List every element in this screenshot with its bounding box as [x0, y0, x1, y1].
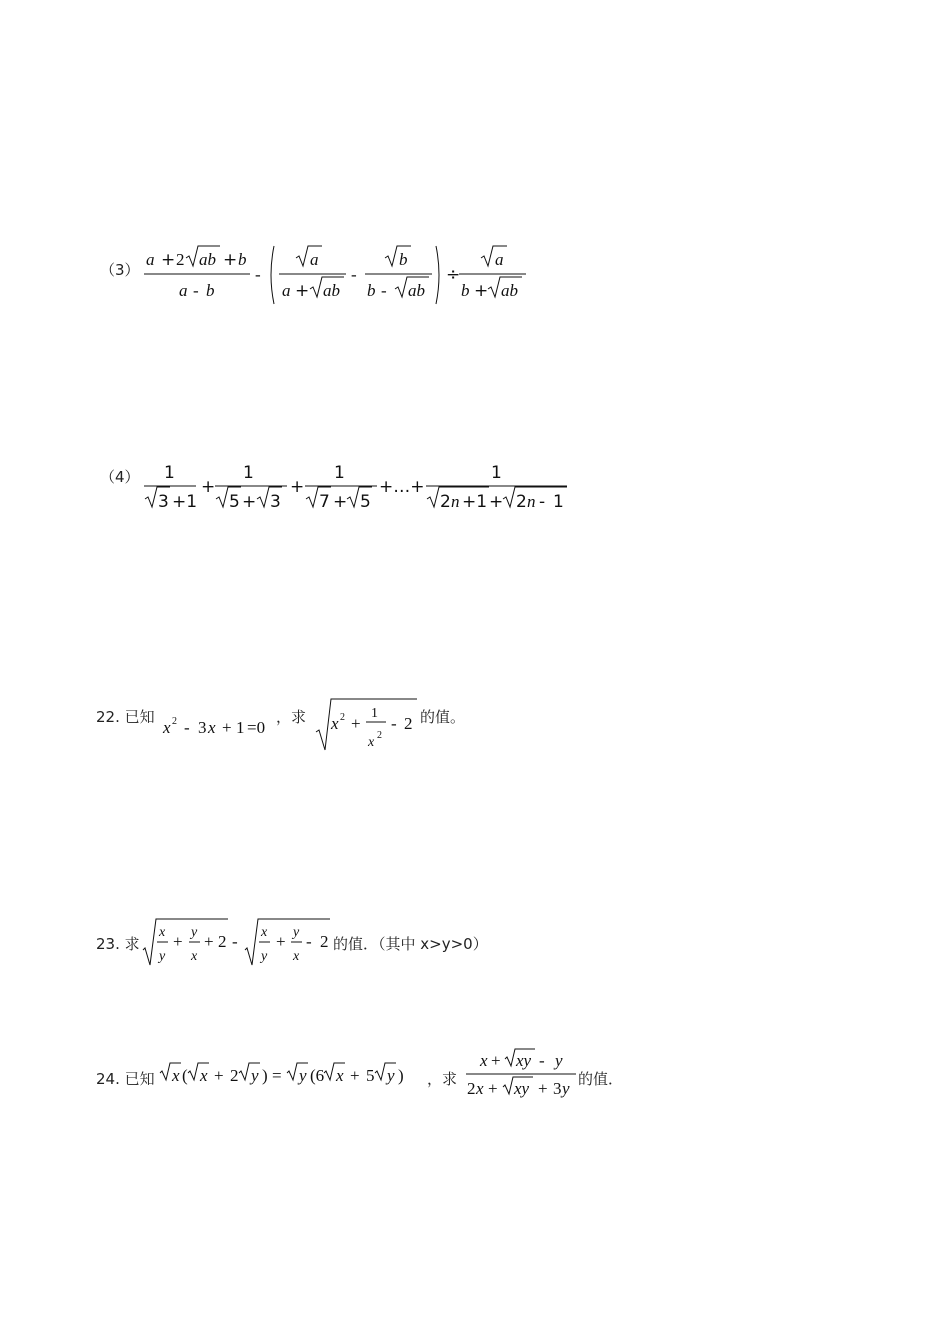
svg-text:y: y [299, 1066, 307, 1085]
svg-text:a: a [282, 281, 291, 300]
svg-text:5: 5 [366, 1066, 375, 1085]
svg-text:b: b [238, 250, 247, 269]
svg-text:1: 1 [164, 463, 175, 483]
svg-text:3: 3 [553, 1079, 562, 1098]
svg-text:b: b [399, 250, 408, 269]
svg-text:+: + [201, 477, 216, 497]
problem-22-label: 22. 已知 [96, 708, 155, 726]
svg-text:x: x [476, 1079, 484, 1098]
svg-text:x: x [200, 1066, 208, 1085]
svg-text:2: 2 [467, 1079, 476, 1098]
svg-text:+: + [488, 1079, 498, 1098]
svg-text:+: + [350, 1066, 360, 1085]
svg-text:y: y [261, 949, 268, 964]
svg-text:a: a [146, 250, 155, 269]
svg-text:x: x [336, 1066, 344, 1085]
svg-text:y: y [387, 1066, 395, 1085]
svg-text:+: + [276, 932, 286, 951]
svg-text:-: - [306, 932, 312, 951]
svg-text:x: x [172, 1066, 180, 1085]
svg-text:2: 2 [516, 492, 527, 512]
svg-text:=0: =0 [247, 718, 266, 737]
svg-text:2: 2 [172, 716, 177, 727]
svg-text:-: - [193, 281, 199, 300]
svg-text:): ) [262, 1066, 268, 1085]
svg-text:-: - [232, 932, 238, 951]
svg-text:-: - [255, 265, 261, 284]
svg-text:n: n [527, 492, 536, 511]
svg-text:-: - [381, 281, 387, 300]
svg-text:2: 2 [377, 730, 382, 741]
svg-text:1: 1 [553, 492, 564, 512]
svg-text:=: = [272, 1066, 282, 1085]
svg-text:2: 2 [176, 250, 185, 269]
svg-text:y: y [251, 1066, 259, 1085]
svg-text:+: + [242, 492, 257, 512]
svg-text:+: + [333, 492, 348, 512]
svg-text:x: x [293, 949, 300, 964]
svg-text:a: a [495, 250, 504, 269]
svg-text:ab: ab [501, 281, 518, 300]
problem-22-mid: ，求 [276, 708, 307, 726]
svg-text:1: 1 [371, 706, 378, 721]
svg-text:x: x [163, 718, 171, 737]
svg-text:): ) [398, 1066, 404, 1085]
svg-text:+: + [538, 1079, 548, 1098]
svg-text:3: 3 [198, 718, 207, 737]
problem-22-tail: 的值。 [420, 708, 466, 726]
svg-text:+: + [491, 1051, 501, 1070]
svg-text:ab: ab [199, 250, 216, 269]
svg-text:+…+: +…+ [379, 477, 425, 497]
svg-text:x: x [480, 1051, 488, 1070]
svg-text:+: + [222, 718, 232, 737]
svg-text:+: + [489, 492, 504, 512]
svg-text:y: y [293, 925, 300, 940]
svg-text:2: 2 [340, 712, 345, 723]
svg-text:+: + [290, 477, 305, 497]
svg-text:a: a [179, 281, 188, 300]
svg-text:(6: (6 [310, 1066, 325, 1085]
svg-text:2: 2 [440, 492, 451, 512]
svg-text:ab: ab [408, 281, 425, 300]
svg-text:1: 1 [243, 463, 254, 483]
svg-text:+1: +1 [172, 492, 198, 512]
svg-text:xy: xy [516, 1051, 532, 1070]
svg-text:x: x [331, 714, 339, 733]
svg-text:-: - [391, 714, 397, 733]
svg-text:b: b [461, 281, 470, 300]
problem-4-label: （4） [100, 468, 140, 486]
svg-text:+: + [295, 281, 310, 301]
svg-text:-: - [539, 492, 546, 512]
svg-text:xy: xy [514, 1079, 530, 1098]
problem-24-mid: ，求 [427, 1070, 458, 1088]
svg-text:3: 3 [158, 492, 169, 512]
problem-24-label: 24. 已知 [96, 1070, 155, 1088]
svg-text:1: 1 [491, 463, 502, 483]
svg-text:2: 2 [218, 932, 227, 951]
svg-text:x: x [159, 925, 166, 940]
svg-text:+: + [351, 714, 361, 733]
svg-text:-: - [539, 1051, 545, 1070]
svg-text:y: y [191, 925, 198, 940]
svg-text:+: + [474, 281, 489, 301]
svg-text:+1: +1 [462, 492, 488, 512]
svg-text:n: n [451, 492, 460, 511]
svg-text:1: 1 [334, 463, 345, 483]
svg-text:2: 2 [320, 932, 329, 951]
svg-text:+: + [161, 250, 176, 270]
svg-text:7: 7 [319, 492, 330, 512]
svg-text:y: y [555, 1051, 563, 1070]
svg-text:y: y [562, 1079, 570, 1098]
problem-23-tail: 的值．（其中 x>y>0） [333, 935, 488, 953]
svg-text:x: x [368, 735, 375, 750]
svg-text:5: 5 [229, 492, 240, 512]
svg-text:x: x [191, 949, 198, 964]
svg-text:a: a [310, 250, 319, 269]
svg-text:x: x [208, 718, 216, 737]
svg-text:2: 2 [404, 714, 413, 733]
svg-text:b: b [367, 281, 376, 300]
svg-text:y: y [159, 949, 166, 964]
problem-24-tail: 的值． [578, 1070, 624, 1088]
svg-text:+: + [214, 1066, 224, 1085]
svg-text:+: + [173, 932, 183, 951]
svg-text:(: ( [182, 1066, 188, 1085]
svg-text:1: 1 [236, 718, 245, 737]
svg-text:2: 2 [230, 1066, 239, 1085]
svg-text:+: + [223, 250, 238, 270]
problem-23-label: 23. 求 [96, 935, 140, 953]
svg-text:b: b [206, 281, 215, 300]
svg-text:+: + [204, 932, 214, 951]
svg-text:-: - [184, 718, 190, 737]
svg-text:x: x [261, 925, 268, 940]
svg-text:5: 5 [360, 492, 371, 512]
svg-text:ab: ab [323, 281, 340, 300]
svg-text:-: - [351, 265, 357, 284]
svg-text:÷: ÷ [446, 265, 461, 285]
svg-text:3: 3 [270, 492, 281, 512]
problem-3-label: （3） [100, 261, 140, 279]
